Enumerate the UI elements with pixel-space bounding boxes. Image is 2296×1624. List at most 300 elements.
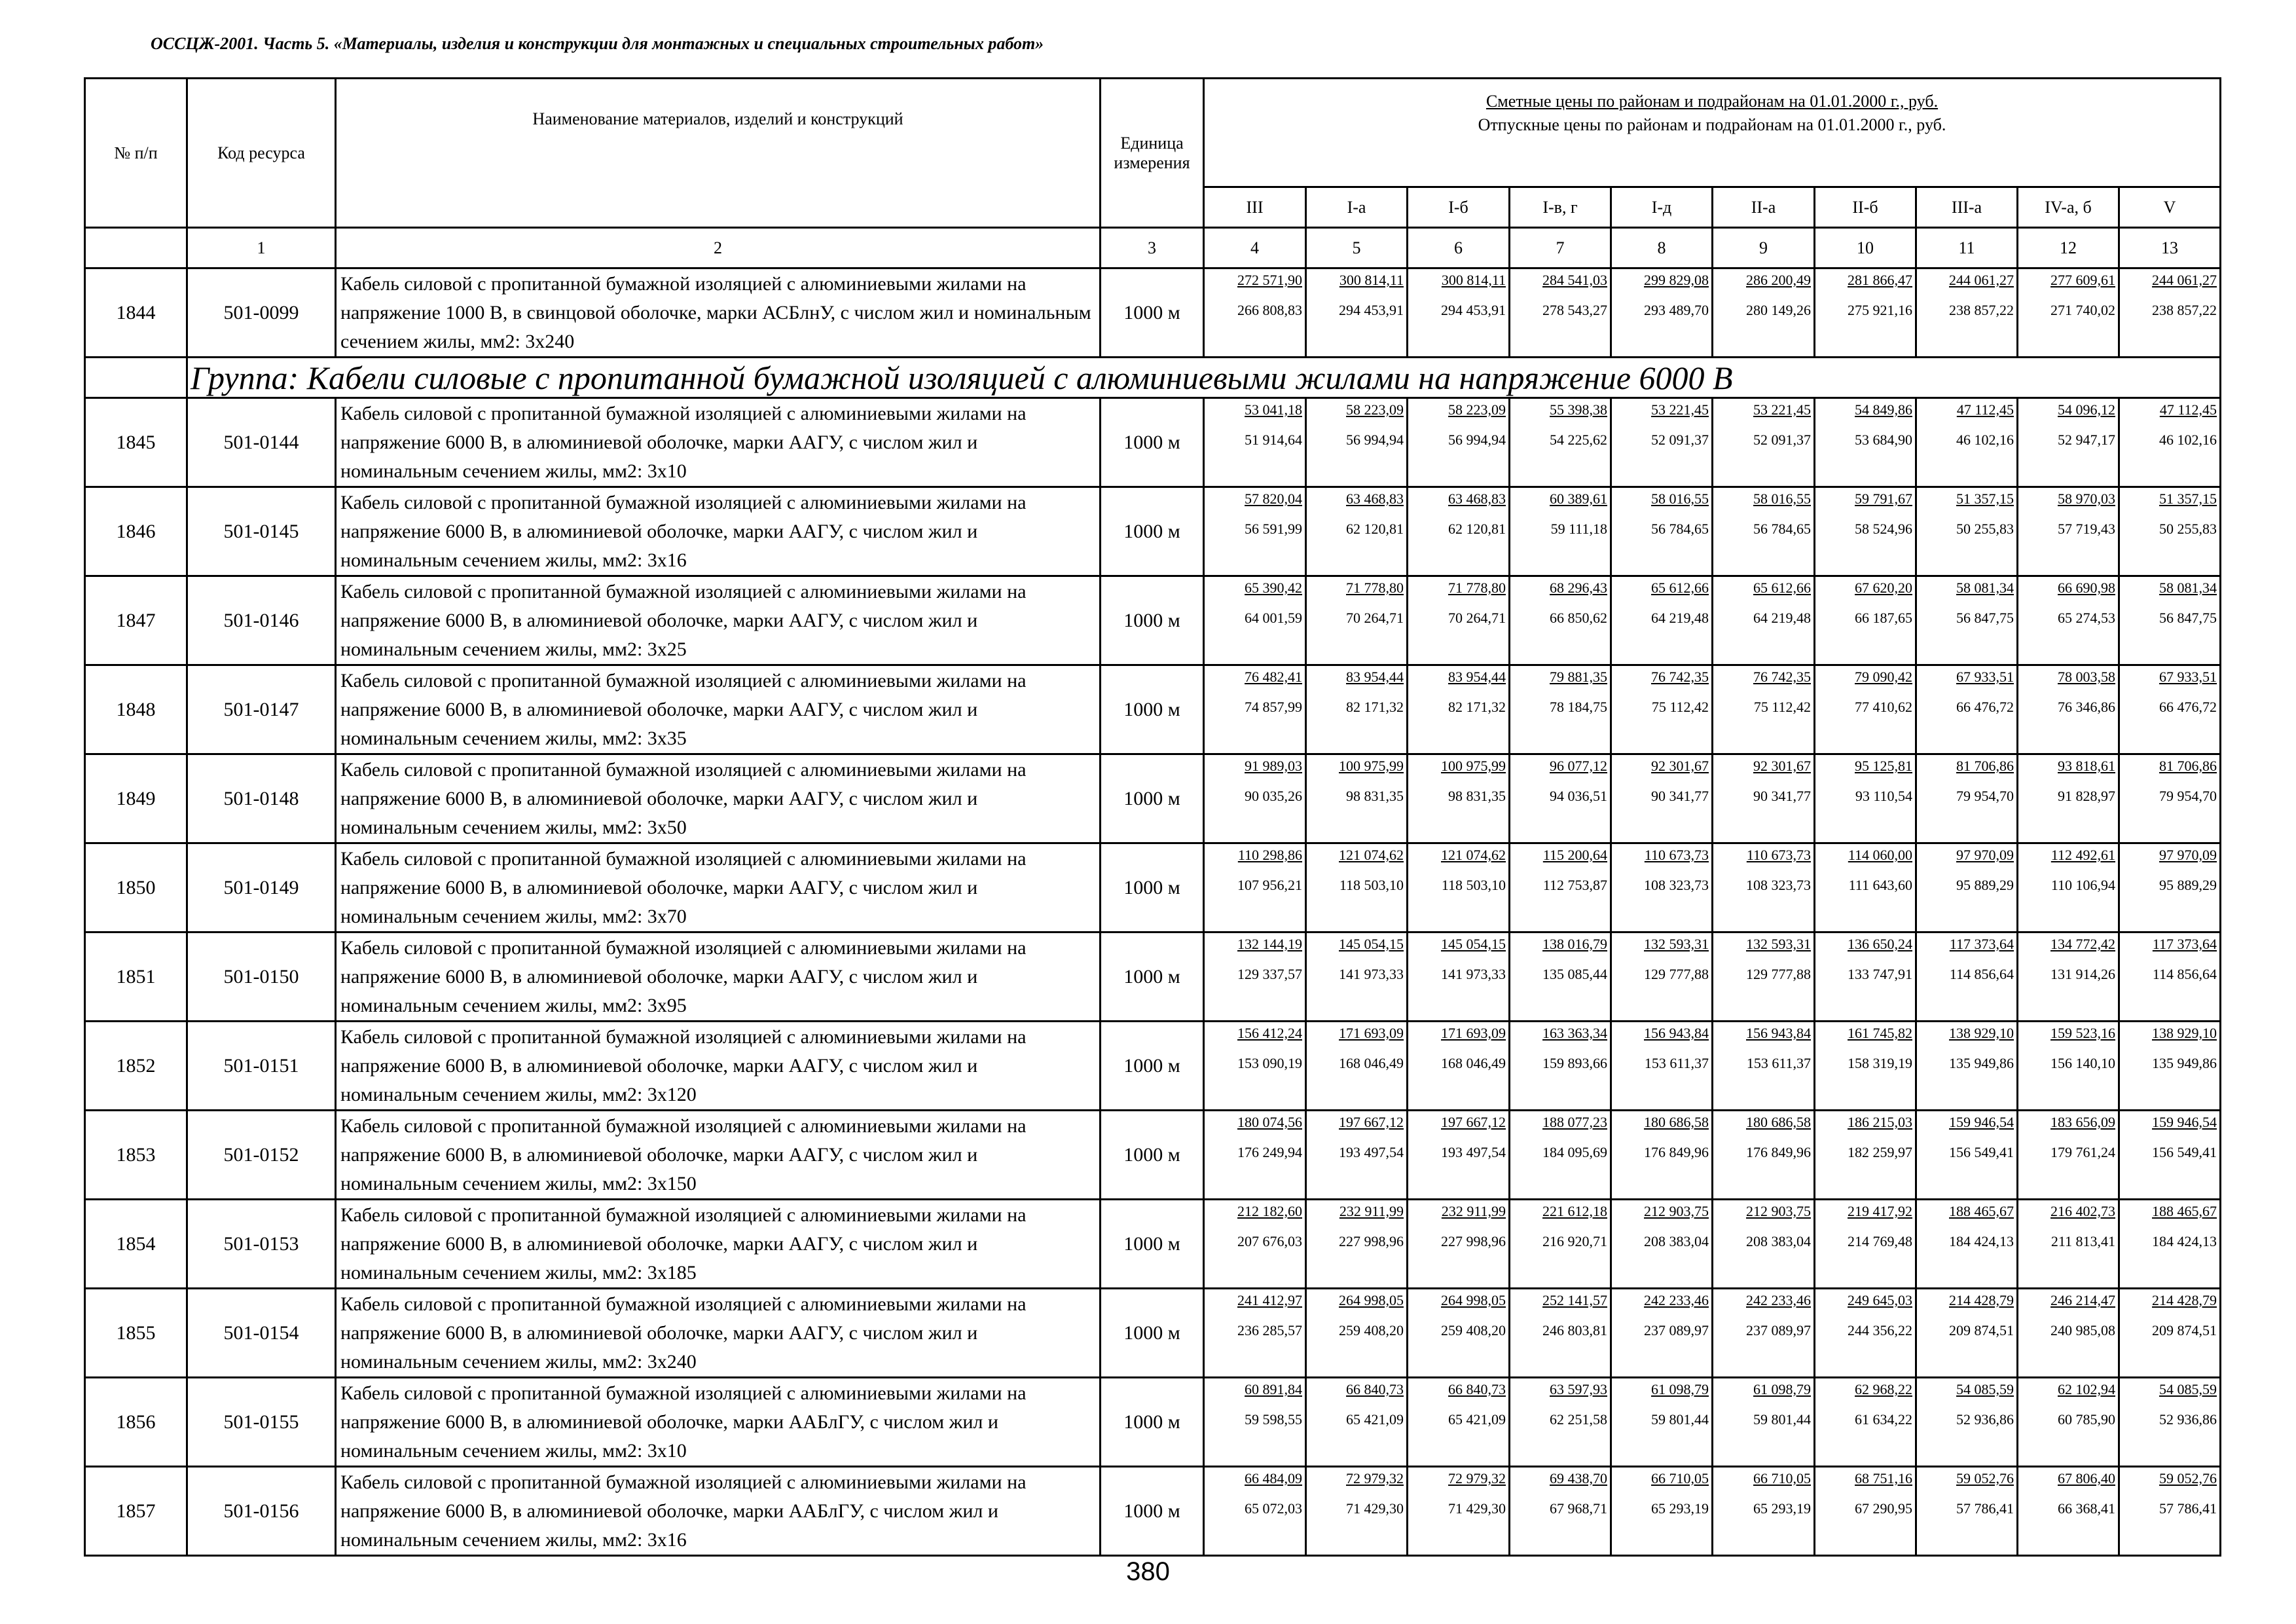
price-cell [1510, 754, 1611, 843]
release-price: 246 803,81 [1542, 1322, 1607, 1338]
estimated-price: 110 673,73 [1746, 847, 1811, 863]
release-price: 133 747,91 [1848, 966, 1912, 982]
estimated-price: 67 933,51 [1956, 669, 2014, 685]
estimated-price: 100 975,99 [1339, 758, 1404, 774]
release-price: 66 850,62 [1550, 610, 1607, 626]
estimated-price: 232 911,99 [1441, 1203, 1506, 1219]
table-row [85, 1111, 2221, 1200]
estimated-price: 159 523,16 [2050, 1025, 2115, 1041]
price-cell [1815, 754, 1916, 843]
release-price: 110 106,94 [2050, 877, 2115, 893]
price-cell [1916, 665, 2018, 754]
price-cell [1204, 932, 1306, 1022]
price-cell [1306, 665, 1408, 754]
price-cell [1510, 1289, 1611, 1378]
price-cell [1916, 1378, 2018, 1467]
estimated-price: 93 818,61 [2058, 758, 2115, 774]
estimated-price: 62 968,22 [1855, 1381, 1912, 1397]
region-header: I-в, г [1510, 187, 1611, 228]
release-price: 108 323,73 [1746, 877, 1811, 893]
resource-code: 501-0144 [187, 398, 336, 487]
estimated-price: 79 090,42 [1855, 669, 1912, 685]
release-price: 65 293,19 [1753, 1500, 1811, 1517]
estimated-price: 51 357,15 [2159, 490, 2217, 507]
price-cell [1815, 487, 1916, 576]
price-cell [2119, 1111, 2221, 1200]
estimated-price: 197 667,12 [1339, 1114, 1404, 1130]
release-price: 293 489,70 [1644, 302, 1709, 318]
estimated-price: 97 970,09 [2159, 847, 2217, 863]
estimated-price: 47 112,45 [1956, 401, 2014, 418]
release-price: 76 346,86 [2058, 699, 2115, 715]
release-price: 193 497,54 [1441, 1144, 1506, 1160]
price-cell [1510, 398, 1611, 487]
price-cell [1408, 1289, 1510, 1378]
release-price: 129 777,88 [1644, 966, 1709, 982]
price-cell [1713, 487, 1815, 576]
release-price: 52 936,86 [2159, 1411, 2217, 1428]
material-name: Кабель силовой с пропитанной бумажной изоляцией с алюминиевыми жилами на напряжение 6000 В, в алюминиевой оболочке, марки ААГУ, с числом жил и номинальным сечением жилы, мм2: 3х95 [336, 932, 1101, 1022]
price-cell [1306, 754, 1408, 843]
table-row [85, 1378, 2221, 1467]
estimated-price: 61 098,79 [1651, 1381, 1709, 1397]
price-cell [1204, 843, 1306, 932]
estimated-price: 110 298,86 [1237, 847, 1302, 863]
resource-code: 501-0150 [187, 932, 336, 1022]
estimated-price: 161 745,82 [1848, 1025, 1912, 1041]
price-cell [1408, 1378, 1510, 1467]
release-price: 46 102,16 [1956, 432, 2014, 448]
price-cell [1815, 576, 1916, 665]
column-number: 10 [1815, 228, 1916, 268]
estimated-price: 180 686,58 [1746, 1114, 1811, 1130]
estimated-price: 188 077,23 [1542, 1114, 1607, 1130]
estimated-price: 57 820,04 [1245, 490, 1302, 507]
price-cell [2018, 665, 2119, 754]
estimated-price: 71 778,80 [1346, 580, 1404, 596]
estimated-price: 300 814,11 [1339, 272, 1404, 288]
estimated-price: 277 609,61 [2050, 272, 2115, 288]
row-index: 1853 [85, 1111, 187, 1200]
release-price: 56 994,94 [1346, 432, 1404, 448]
column-number-row [85, 228, 2221, 268]
price-cell [1510, 487, 1611, 576]
material-name: Кабель силовой с пропитанной бумажной изоляцией с алюминиевыми жилами на напряжение 6000 В, в алюминиевой оболочке, марки ААГУ, с числом жил и номинальным сечением жилы, мм2: 3х50 [336, 754, 1101, 843]
estimated-price: 121 074,62 [1339, 847, 1404, 863]
release-price: 62 120,81 [1346, 521, 1404, 537]
price-cell [1306, 487, 1408, 576]
price-cell [1815, 1022, 1916, 1111]
price-cell [1611, 398, 1713, 487]
estimated-price: 171 693,09 [1441, 1025, 1506, 1041]
estimated-price: 186 215,03 [1848, 1114, 1912, 1130]
price-cell [1611, 1111, 1713, 1200]
resource-code: 501-0149 [187, 843, 336, 932]
estimated-price: 180 686,58 [1644, 1114, 1709, 1130]
price-cell [1306, 1200, 1408, 1289]
table-row [85, 665, 2221, 754]
price-cell [1510, 576, 1611, 665]
price-cell [1408, 1022, 1510, 1111]
estimated-price: 68 751,16 [1855, 1470, 1912, 1486]
resource-code: 501-0151 [187, 1022, 336, 1111]
release-price: 238 857,22 [1949, 302, 2014, 318]
release-price: 176 849,96 [1644, 1144, 1709, 1160]
estimated-price: 264 998,05 [1441, 1292, 1506, 1308]
release-price: 50 255,83 [1956, 521, 2014, 537]
price-cell [1916, 1111, 2018, 1200]
price-cell [2119, 932, 2221, 1022]
price-cell [1611, 665, 1713, 754]
unit-of-measure: 1000 м [1101, 1378, 1204, 1467]
price-cell [1713, 1111, 1815, 1200]
unit-of-measure: 1000 м [1101, 665, 1204, 754]
price-cell [1815, 932, 1916, 1022]
price-cell [1306, 932, 1408, 1022]
estimated-price: 216 402,73 [2050, 1203, 2115, 1219]
column-number: 4 [1204, 228, 1306, 268]
release-price: 65 421,09 [1448, 1411, 1506, 1428]
price-cell [1204, 1022, 1306, 1111]
release-price: 56 784,65 [1651, 521, 1709, 537]
resource-code: 501-0154 [187, 1289, 336, 1378]
release-price: 294 453,91 [1339, 302, 1404, 318]
material-name: Кабель силовой с пропитанной бумажной изоляцией с алюминиевыми жилами на напряжение 6000 В, в алюминиевой оболочке, марки ААГУ, с числом жил и номинальным сечением жилы, мм2: 3х240 [336, 1289, 1101, 1378]
price-cell [1408, 1200, 1510, 1289]
price-cell [1408, 1111, 1510, 1200]
release-price: 238 857,22 [2152, 302, 2217, 318]
release-price: 153 611,37 [1746, 1055, 1811, 1071]
estimated-price: 54 096,12 [2058, 401, 2115, 418]
price-cell [1204, 1467, 1306, 1556]
estimated-price: 156 412,24 [1237, 1025, 1302, 1041]
price-cell [2119, 1467, 2221, 1556]
estimated-price: 58 016,55 [1753, 490, 1811, 507]
column-number: 13 [2119, 228, 2221, 268]
release-price: 153 090,19 [1237, 1055, 1302, 1071]
release-price: 62 251,58 [1550, 1411, 1607, 1428]
release-price: 114 856,64 [1949, 966, 2014, 982]
price-cell [2119, 754, 2221, 843]
release-price: 240 985,08 [2050, 1322, 2115, 1338]
release-price: 65 072,03 [1245, 1500, 1302, 1517]
estimated-price: 214 428,79 [1949, 1292, 2014, 1308]
release-price: 64 219,48 [1651, 610, 1709, 626]
release-price: 46 102,16 [2159, 432, 2217, 448]
price-cell [1306, 1022, 1408, 1111]
resource-code: 501-0146 [187, 576, 336, 665]
resource-code: 501-0147 [187, 665, 336, 754]
release-price: 52 936,86 [1956, 1411, 2014, 1428]
release-price: 158 319,19 [1848, 1055, 1912, 1071]
release-price: 227 998,96 [1441, 1233, 1506, 1249]
material-name: Кабель силовой с пропитанной бумажной изоляцией с алюминиевыми жилами на напряжение 6000 В, в алюминиевой оболочке, марки ААГУ, с числом жил и номинальным сечением жилы, мм2: 3х35 [336, 665, 1101, 754]
price-cell [2018, 1378, 2119, 1467]
release-price: 53 684,90 [1855, 432, 1912, 448]
price-cell [1611, 487, 1713, 576]
unit-of-measure: 1000 м [1101, 1111, 1204, 1200]
estimated-price: 60 891,84 [1245, 1381, 1302, 1397]
material-name: Кабель силовой с пропитанной бумажной изоляцией с алюминиевыми жилами на напряжение 1000 В, в свинцовой оболочке, марки АСБлнУ, с числом жил и номинальным сечением жилы, мм2: 3х240 [336, 268, 1101, 358]
estimated-price: 138 929,10 [1949, 1025, 2014, 1041]
price-cell [1713, 576, 1815, 665]
release-price: 74 857,99 [1245, 699, 1302, 715]
price-cell [1408, 487, 1510, 576]
column-header-name: Наименование материалов, изделий и конструкций [336, 79, 1101, 228]
price-cell [1611, 1200, 1713, 1289]
estimated-price: 286 200,49 [1746, 272, 1811, 288]
release-price: 141 973,33 [1339, 966, 1404, 982]
row-index: 1856 [85, 1378, 187, 1467]
release-price: 58 524,96 [1855, 521, 1912, 537]
price-cell [1510, 268, 1611, 358]
estimated-price: 62 102,94 [2058, 1381, 2115, 1397]
estimated-price: 264 998,05 [1339, 1292, 1404, 1308]
release-price: 193 497,54 [1339, 1144, 1404, 1160]
estimated-price: 76 742,35 [1651, 669, 1709, 685]
estimated-price: 91 989,03 [1245, 758, 1302, 774]
release-price: 118 503,10 [1441, 877, 1506, 893]
price-cell [2119, 1022, 2221, 1111]
estimated-price: 71 778,80 [1448, 580, 1506, 596]
price-cell [1611, 843, 1713, 932]
price-cell [1306, 398, 1408, 487]
release-price: 176 249,94 [1237, 1144, 1302, 1160]
estimated-price: 300 814,11 [1441, 272, 1506, 288]
release-price: 237 089,97 [1644, 1322, 1709, 1338]
release-price: 156 549,41 [1949, 1144, 2014, 1160]
release-price: 141 973,33 [1441, 966, 1506, 982]
row-index: 1850 [85, 843, 187, 932]
release-price: 95 889,29 [1956, 877, 2014, 893]
estimated-price: 272 571,90 [1237, 272, 1302, 288]
estimated-price: 159 946,54 [2152, 1114, 2217, 1130]
release-price: 66 476,72 [1956, 699, 2014, 715]
price-cell [1510, 1111, 1611, 1200]
estimated-price: 54 085,59 [1956, 1381, 2014, 1397]
group-row [85, 358, 2221, 398]
column-number: 1 [187, 228, 336, 268]
estimated-price: 60 389,61 [1550, 490, 1607, 507]
price-cell [1408, 665, 1510, 754]
estimated-price: 132 144,19 [1237, 936, 1302, 952]
unit-of-measure: 1000 м [1101, 576, 1204, 665]
estimated-price: 76 742,35 [1753, 669, 1811, 685]
price-cell [1916, 1467, 2018, 1556]
row-index: 1854 [85, 1200, 187, 1289]
release-price: 66 476,72 [2159, 699, 2217, 715]
release-price: 79 954,70 [2159, 788, 2217, 804]
unit-of-measure: 1000 м [1101, 843, 1204, 932]
material-name: Кабель силовой с пропитанной бумажной изоляцией с алюминиевыми жилами на напряжение 6000 В, в алюминиевой оболочке, марки ААГУ, с числом жил и номинальным сечением жилы, мм2: 3х150 [336, 1111, 1101, 1200]
estimated-price: 59 052,76 [2159, 1470, 2217, 1486]
column-number: 5 [1306, 228, 1408, 268]
table-row [85, 932, 2221, 1022]
release-price: 65 293,19 [1651, 1500, 1709, 1517]
estimated-price: 59 052,76 [1956, 1470, 2014, 1486]
release-price: 51 914,64 [1245, 432, 1302, 448]
material-name: Кабель силовой с пропитанной бумажной изоляцией с алюминиевыми жилами на напряжение 6000 В, в алюминиевой оболочке, марки ААБлГУ, с числом жил и номинальным сечением жилы, мм2: 3х10 [336, 1378, 1101, 1467]
release-price: 82 171,32 [1448, 699, 1506, 715]
price-cell [1408, 398, 1510, 487]
estimated-price: 61 098,79 [1753, 1381, 1811, 1397]
price-cell [2119, 398, 2221, 487]
release-price: 135 949,86 [2152, 1055, 2217, 1071]
price-cell [2018, 843, 2119, 932]
estimated-price: 76 482,41 [1245, 669, 1302, 685]
region-header: II-а [1713, 187, 1815, 228]
release-price: 60 785,90 [2058, 1411, 2115, 1428]
estimated-price: 241 412,97 [1237, 1292, 1302, 1308]
release-price: 208 383,04 [1746, 1233, 1811, 1249]
estimated-price: 117 373,64 [2152, 936, 2217, 952]
price-cell [1306, 843, 1408, 932]
release-price: 182 259,97 [1848, 1144, 1912, 1160]
estimated-price: 51 357,15 [1956, 490, 2014, 507]
estimated-price: 59 791,67 [1855, 490, 1912, 507]
estimated-price: 58 081,34 [2159, 580, 2217, 596]
prices-estimated-title: Сметные цены по районам и подрайонам на 01.01.2000 г., руб. [1485, 92, 1939, 111]
price-cell [1510, 1467, 1611, 1556]
price-cell [1510, 1022, 1611, 1111]
price-cell [1815, 398, 1916, 487]
estimated-price: 138 929,10 [2152, 1025, 2217, 1041]
release-price: 79 954,70 [1956, 788, 2014, 804]
unit-of-measure: 1000 м [1101, 1022, 1204, 1111]
release-price: 294 453,91 [1441, 302, 1506, 318]
release-price: 209 874,51 [2152, 1322, 2217, 1338]
estimated-price: 212 903,75 [1644, 1203, 1709, 1219]
price-cell [2018, 1200, 2119, 1289]
release-price: 64 001,59 [1245, 610, 1302, 626]
price-cell [1204, 576, 1306, 665]
price-cell [1916, 1022, 2018, 1111]
release-price: 131 914,26 [2050, 966, 2115, 982]
estimated-price: 58 016,55 [1651, 490, 1709, 507]
estimated-price: 66 840,73 [1346, 1381, 1404, 1397]
release-price: 52 947,17 [2058, 432, 2115, 448]
release-price: 61 634,22 [1855, 1411, 1912, 1428]
estimated-price: 232 911,99 [1339, 1203, 1404, 1219]
release-price: 52 091,37 [1651, 432, 1709, 448]
release-price: 56 847,75 [2159, 610, 2217, 626]
estimated-price: 58 223,09 [1346, 401, 1404, 418]
estimated-price: 138 016,79 [1542, 936, 1607, 952]
estimated-price: 249 645,03 [1848, 1292, 1912, 1308]
column-number: 12 [2018, 228, 2119, 268]
price-cell [1510, 1378, 1611, 1467]
unit-of-measure: 1000 м [1101, 487, 1204, 576]
estimated-price: 242 233,46 [1746, 1292, 1811, 1308]
estimated-price: 63 468,83 [1346, 490, 1404, 507]
release-price: 93 110,54 [1855, 788, 1912, 804]
price-cell [2119, 843, 2221, 932]
column-number: 8 [1611, 228, 1713, 268]
estimated-price: 92 301,67 [1753, 758, 1811, 774]
release-price: 52 091,37 [1753, 432, 1811, 448]
table-row [85, 1022, 2221, 1111]
price-cell [1204, 754, 1306, 843]
table-row [85, 754, 2221, 843]
price-cell [2119, 1289, 2221, 1378]
price-cell [1204, 1289, 1306, 1378]
price-cell [1815, 1467, 1916, 1556]
price-cell [1204, 665, 1306, 754]
estimated-price: 180 074,56 [1237, 1114, 1302, 1130]
estimated-price: 284 541,03 [1542, 272, 1607, 288]
release-price: 66 187,65 [1855, 610, 1912, 626]
release-price: 90 341,77 [1753, 788, 1811, 804]
price-cell [2018, 487, 2119, 576]
release-price: 71 429,30 [1346, 1500, 1404, 1517]
release-price: 135 949,86 [1949, 1055, 2014, 1071]
price-cell [1916, 268, 2018, 358]
release-price: 184 424,13 [2152, 1233, 2217, 1249]
release-price: 98 831,35 [1448, 788, 1506, 804]
estimated-price: 66 484,09 [1245, 1470, 1302, 1486]
release-price: 78 184,75 [1550, 699, 1607, 715]
release-price: 107 956,21 [1237, 877, 1302, 893]
release-price: 67 968,71 [1550, 1500, 1607, 1517]
release-price: 278 543,27 [1542, 302, 1607, 318]
release-price: 57 786,41 [1956, 1500, 2014, 1517]
price-cell [1916, 1200, 2018, 1289]
estimated-price: 79 881,35 [1550, 669, 1607, 685]
estimated-price: 171 693,09 [1339, 1025, 1404, 1041]
release-price: 59 111,18 [1550, 521, 1607, 537]
price-cell [2119, 665, 2221, 754]
estimated-price: 183 656,09 [2050, 1114, 2115, 1130]
price-cell [1408, 932, 1510, 1022]
resource-code: 501-0152 [187, 1111, 336, 1200]
page-number: 380 [1126, 1557, 1170, 1586]
price-cell [1306, 268, 1408, 358]
price-cell [2018, 268, 2119, 358]
estimated-price: 136 650,24 [1848, 936, 1912, 952]
row-index: 1849 [85, 754, 187, 843]
estimated-price: 53 221,45 [1753, 401, 1811, 418]
price-cell [1815, 1111, 1916, 1200]
price-cell [1204, 1200, 1306, 1289]
price-cell [1408, 1467, 1510, 1556]
estimated-price: 299 829,08 [1644, 272, 1709, 288]
release-price: 56 591,99 [1245, 521, 1302, 537]
price-cell [2119, 487, 2221, 576]
release-price: 64 219,48 [1753, 610, 1811, 626]
estimated-price: 246 214,47 [2050, 1292, 2115, 1308]
estimated-price: 58 081,34 [1956, 580, 2014, 596]
row-index: 1851 [85, 932, 187, 1022]
row-index: 1844 [85, 268, 187, 358]
release-price: 271 740,02 [2050, 302, 2115, 318]
row-index: 1857 [85, 1467, 187, 1556]
row-index: 1845 [85, 398, 187, 487]
price-cell [1713, 268, 1815, 358]
unit-of-measure: 1000 м [1101, 1467, 1204, 1556]
estimated-price: 188 465,67 [1949, 1203, 2014, 1219]
release-price: 129 337,57 [1237, 966, 1302, 982]
price-cell [1611, 576, 1713, 665]
release-price: 56 994,94 [1448, 432, 1506, 448]
release-price: 184 424,13 [1949, 1233, 2014, 1249]
price-cell [1815, 1200, 1916, 1289]
estimated-price: 197 667,12 [1441, 1114, 1506, 1130]
estimated-price: 96 077,12 [1550, 758, 1607, 774]
price-cell [1713, 843, 1815, 932]
price-cell [1204, 268, 1306, 358]
group-row-spacer [85, 358, 187, 398]
table-row [85, 1467, 2221, 1556]
